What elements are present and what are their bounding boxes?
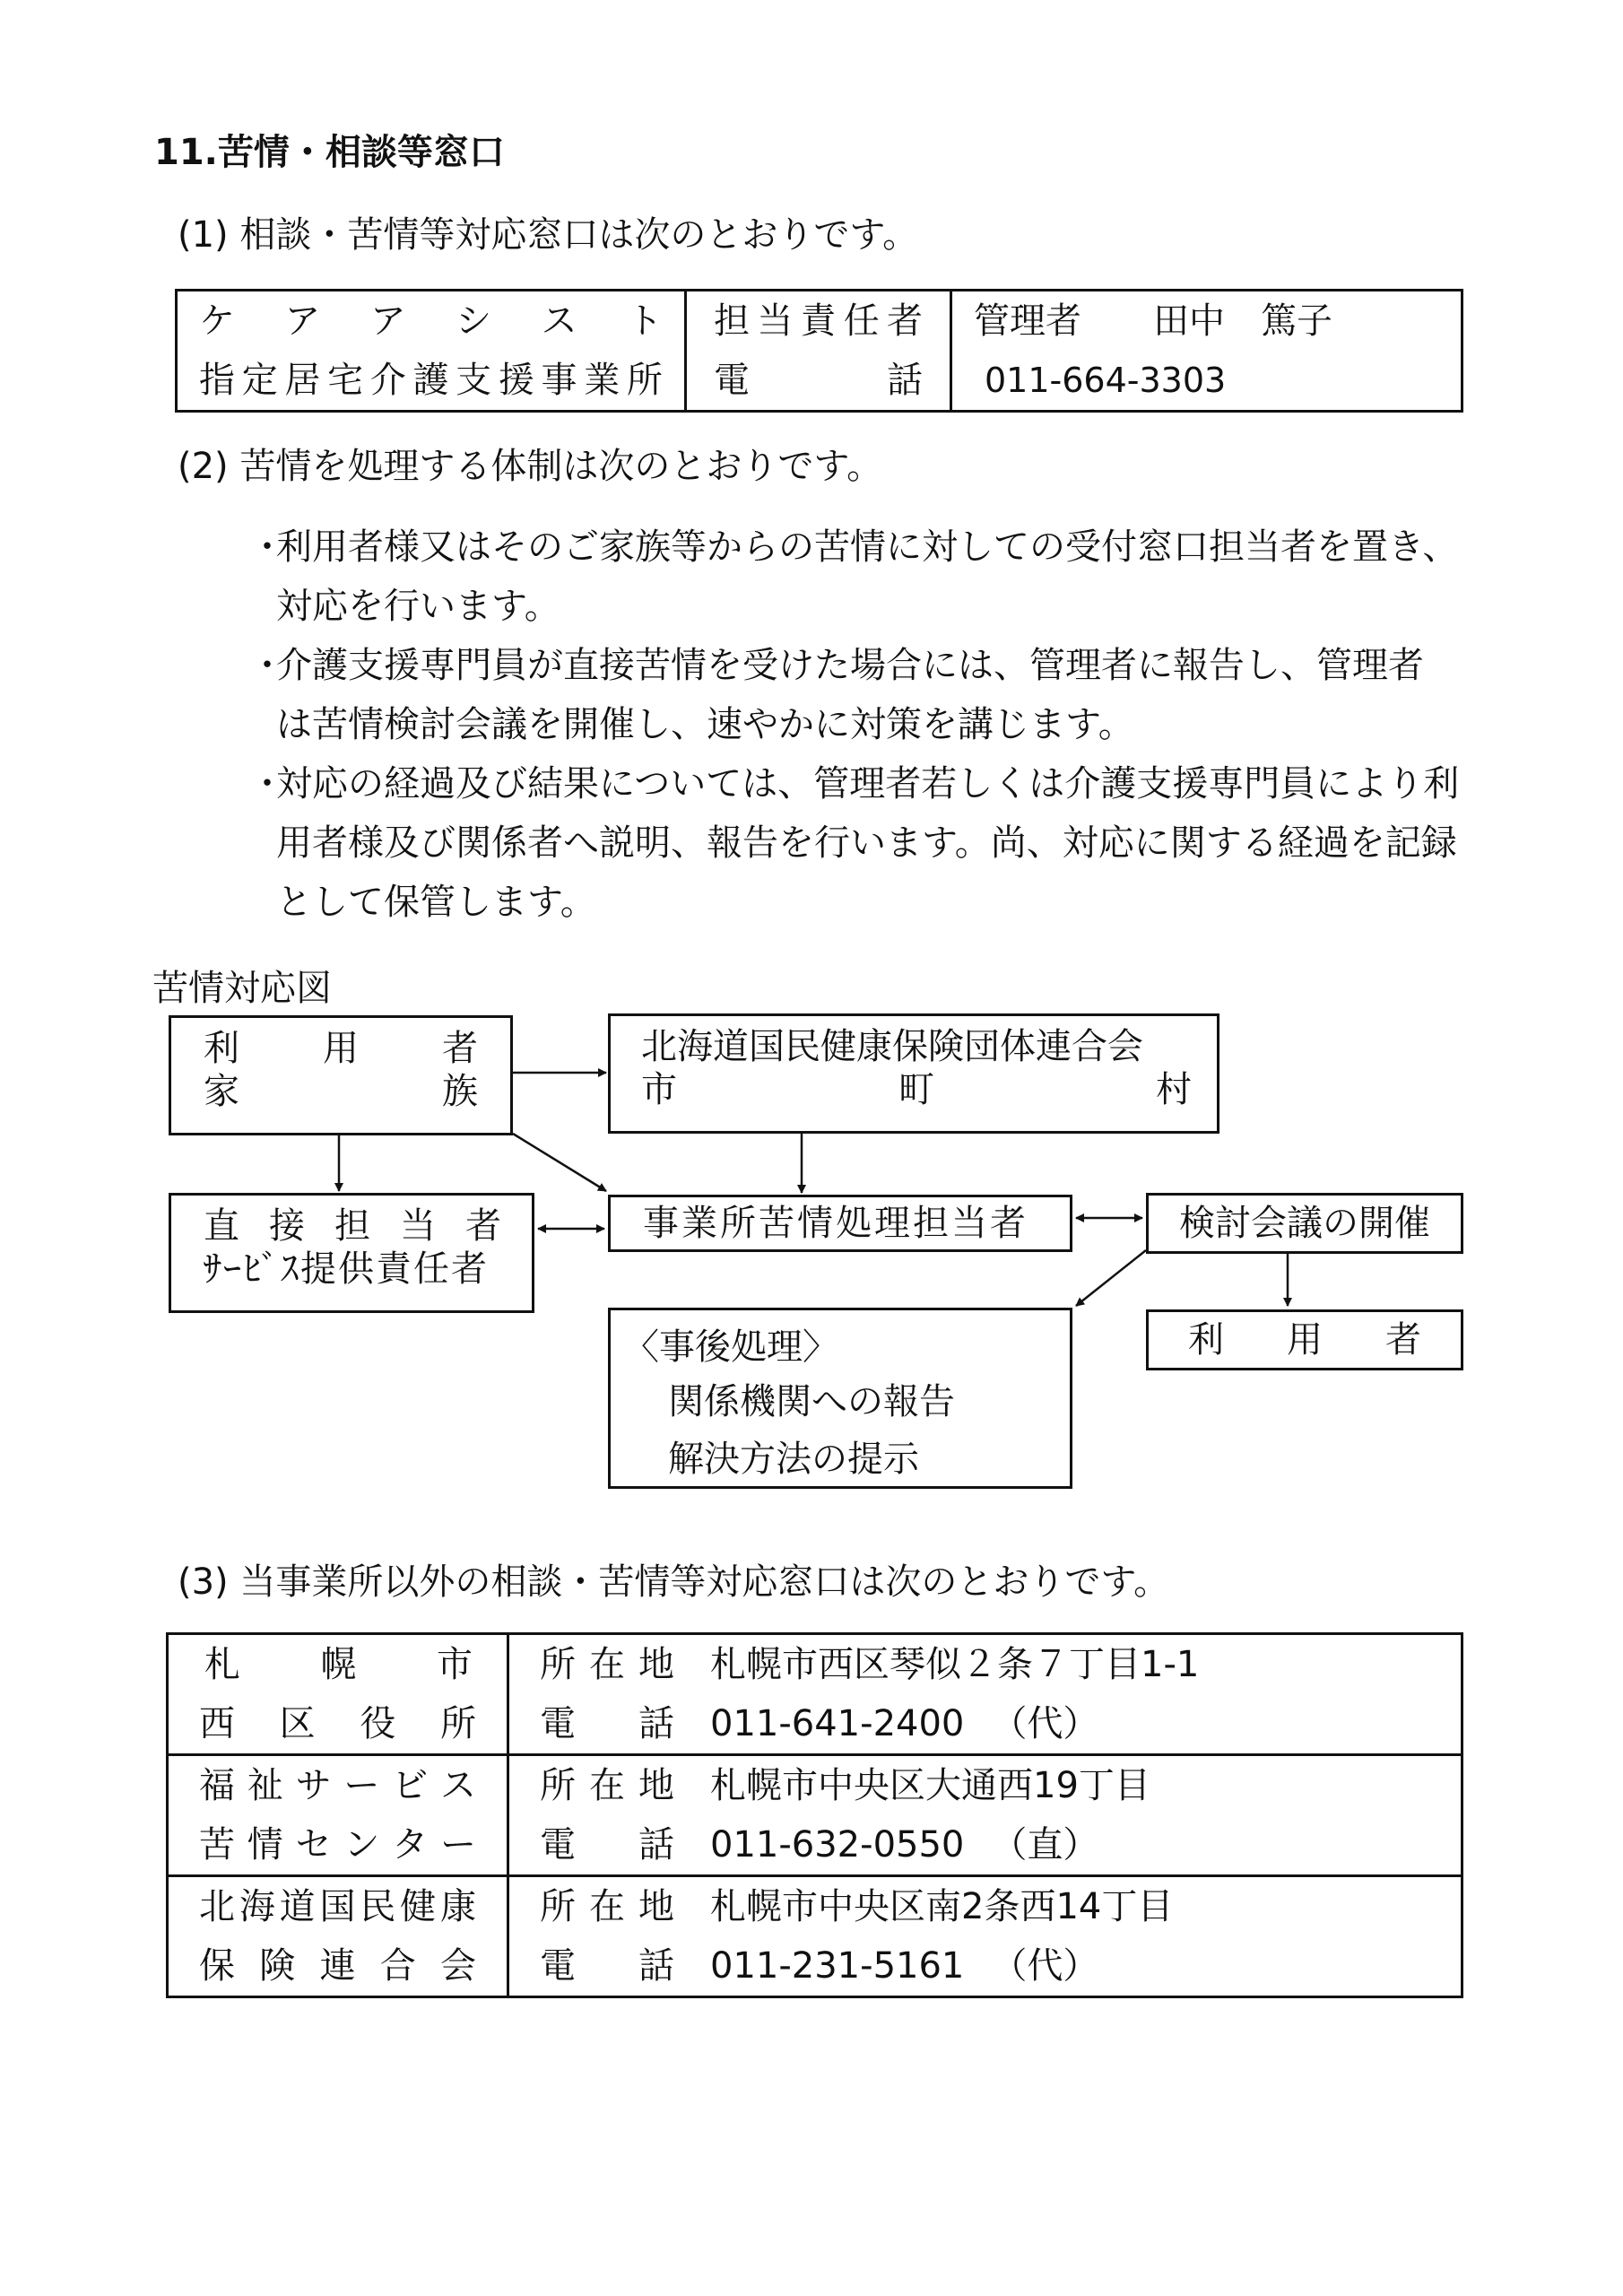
char: 民 <box>360 1886 396 1927</box>
char: ー <box>343 1765 380 1806</box>
info-cell <box>508 1876 1462 1997</box>
char: 話 <box>887 360 923 401</box>
char: 所 <box>626 360 663 401</box>
bullet-mark: ・ <box>249 526 285 568</box>
char: 当 <box>757 300 794 342</box>
bullet-mark: ・ <box>249 763 285 804</box>
char: 家 <box>204 1071 239 1112</box>
phone-note: （代） <box>991 1703 1099 1744</box>
char: 利 <box>1188 1319 1224 1361</box>
federation-name: 北海道国民健康保険団体連合会 <box>641 1026 1143 1067</box>
org-name-line1 <box>199 1756 476 1815</box>
table-row <box>168 1876 1462 1997</box>
char: 援 <box>498 360 534 401</box>
char: ケ <box>199 300 235 342</box>
char: 介 <box>369 360 406 401</box>
char: 担 <box>714 300 750 342</box>
char: 国 <box>319 1886 356 1927</box>
phone-label <box>540 1815 674 1874</box>
service-manager-line: ｻｰﾋﾞｽ提供責任者 <box>204 1248 489 1290</box>
char: 宅 <box>327 360 364 401</box>
org-name-line2 <box>199 1936 476 1996</box>
char: 者 <box>1385 1319 1421 1361</box>
char: 電 <box>540 1824 576 1866</box>
char: 札 <box>204 1644 240 1685</box>
bullet-mark: ・ <box>249 645 285 686</box>
char: 在 <box>589 1644 625 1685</box>
char: ン <box>343 1824 380 1866</box>
address-line <box>540 1635 1461 1694</box>
bullet-line: 用者様及び関係者へ説明、報告を行います。尚、対応に関する経過を記録 <box>276 822 1457 864</box>
char: 合 <box>379 1945 416 1987</box>
location-label <box>540 1756 674 1815</box>
char: シ <box>456 300 492 342</box>
arrow-user-to-handler <box>513 1134 606 1191</box>
sub1-heading: (1) 相談・苦情等対応窓口は次のとおりです。 <box>178 214 919 256</box>
location-label <box>540 1877 674 1936</box>
phone-line <box>540 1815 1461 1874</box>
char: ス <box>439 1765 476 1806</box>
org-name-line1 <box>199 1635 476 1694</box>
char: 責 <box>800 300 837 342</box>
char: 幌 <box>320 1644 357 1685</box>
char: 保 <box>199 1945 235 1987</box>
char: 電 <box>540 1945 576 1987</box>
char: 険 <box>259 1945 296 1987</box>
address-line <box>540 1756 1461 1815</box>
char: 指 <box>199 360 235 401</box>
phone-number: 011-641-2400 <box>710 1703 965 1744</box>
char: 地 <box>638 1765 674 1806</box>
char: 役 <box>360 1703 396 1744</box>
char: 所 <box>439 1703 476 1744</box>
char: 地 <box>638 1886 674 1927</box>
char: 連 <box>319 1945 356 1987</box>
char: 定 <box>241 360 278 401</box>
manager-name: 田中 篤子 <box>1153 300 1332 342</box>
address-line <box>540 1877 1461 1936</box>
char: 利 <box>204 1028 239 1069</box>
bullet-line: は苦情検討会議を開催し、速やかに対策を講じます。 <box>276 704 1134 745</box>
char: 所 <box>540 1765 576 1806</box>
char: ー <box>439 1824 476 1866</box>
char: 会 <box>440 1945 476 1987</box>
char: 市 <box>641 1069 677 1110</box>
char: 直 <box>204 1205 239 1247</box>
org-name-line2 <box>199 1694 476 1753</box>
bullet-line: 利用者様又はそのご家族等からの苦情に対しての受付窓口担当者を置き、 <box>276 526 1459 568</box>
char: 電 <box>714 360 750 401</box>
char: 町 <box>898 1069 934 1110</box>
bullet-line: 対応を行います。 <box>276 586 560 627</box>
char: 福 <box>199 1765 235 1806</box>
char: ト <box>626 300 663 342</box>
phone-label <box>540 1694 674 1753</box>
location-label <box>540 1635 674 1694</box>
char: 接 <box>269 1205 305 1247</box>
bullet-line: 介護支援専門員が直接苦情を受けた場合には、管理者に報告し、管理者 <box>276 645 1424 686</box>
bullet-line: として保管します。 <box>276 882 596 923</box>
char: 者 <box>465 1205 501 1247</box>
char: 康 <box>439 1886 476 1927</box>
sub3-heading: (3) 当事業所以外の相談・苦情等対応窓口は次のとおりです。 <box>178 1561 1170 1603</box>
handler-label: 事業所苦情処理担当者 <box>643 1203 1028 1244</box>
phone-line <box>540 1936 1461 1996</box>
char: 市 <box>437 1644 473 1685</box>
char: 苦 <box>199 1824 235 1866</box>
char: 任 <box>843 300 880 342</box>
char: 事 <box>541 360 577 401</box>
char: タ <box>392 1824 429 1866</box>
char: セ <box>295 1824 332 1866</box>
char: 在 <box>589 1765 625 1806</box>
char: 話 <box>638 1945 674 1987</box>
char: 村 <box>1156 1069 1192 1110</box>
org-cell <box>168 1634 508 1755</box>
char: 所 <box>540 1886 576 1927</box>
char: 話 <box>638 1703 674 1744</box>
info-cell <box>508 1634 1462 1755</box>
char: 所 <box>540 1644 576 1685</box>
section-title: 11.苦情・相談等窓口 <box>154 132 505 173</box>
char: 護 <box>412 360 449 401</box>
manager-title: 管理者 <box>974 300 1081 342</box>
char: サ <box>295 1765 332 1806</box>
arrow-meeting-to-followup <box>1076 1250 1146 1306</box>
office-phone: 011-664-3303 <box>985 361 1227 400</box>
followup-item: 関係機関への報告 <box>668 1381 955 1422</box>
org-name-line2 <box>199 1815 476 1874</box>
phone-line <box>540 1694 1461 1753</box>
char: 健 <box>400 1886 437 1927</box>
char: 電 <box>540 1703 576 1744</box>
phone-note: （直） <box>991 1824 1099 1866</box>
char: ス <box>541 300 577 342</box>
table-row <box>168 1634 1462 1755</box>
char: 北 <box>199 1886 235 1927</box>
char: 業 <box>584 360 621 401</box>
phone-number: 011-231-5161 <box>710 1945 965 1987</box>
char: 族 <box>442 1071 478 1112</box>
char: ア <box>284 300 321 342</box>
org-name-line1 <box>199 1877 476 1936</box>
char: ア <box>369 300 406 342</box>
sub2-heading: (2) 苦情を処理する体制は次のとおりです。 <box>178 446 883 487</box>
table-row <box>168 1755 1462 1876</box>
info-cell <box>508 1755 1462 1876</box>
phone-note: （代） <box>991 1945 1099 1987</box>
char: 道 <box>279 1886 316 1927</box>
followup-item: 解決方法の提示 <box>668 1439 919 1480</box>
bullet-line: 対応の経過及び結果については、管理者若しくは介護支援専門員により利 <box>276 763 1460 804</box>
char: 話 <box>638 1824 674 1866</box>
char: 在 <box>589 1886 625 1927</box>
followup-title: 〈事後処理〉 <box>623 1326 838 1368</box>
meeting-label: 検討会議の開催 <box>1179 1203 1430 1244</box>
phone-label <box>540 1936 674 1996</box>
diagram-title: 苦情対応図 <box>152 968 332 1009</box>
org-cell <box>168 1876 508 1997</box>
address: 札幌市中央区大通西19丁目 <box>710 1765 1150 1806</box>
char: 者 <box>442 1028 478 1069</box>
char: 用 <box>1287 1319 1323 1361</box>
char: 情 <box>247 1824 283 1866</box>
char: ビ <box>392 1765 429 1806</box>
char: 用 <box>323 1028 359 1069</box>
char: 区 <box>279 1703 316 1744</box>
char: 居 <box>284 360 321 401</box>
phone-number: 011-632-0550 <box>710 1824 965 1866</box>
char: 海 <box>239 1886 275 1927</box>
char: 祉 <box>247 1765 283 1806</box>
char: 支 <box>456 360 492 401</box>
char: 当 <box>400 1205 436 1247</box>
address: 札幌市中央区南2条西14丁目 <box>710 1886 1174 1927</box>
char: 者 <box>887 300 923 342</box>
external-contacts-table <box>166 1632 1463 1998</box>
address: 札幌市西区琴似２条７丁目1-1 <box>710 1644 1200 1685</box>
char: 地 <box>638 1644 674 1685</box>
char: 担 <box>334 1205 370 1247</box>
char: 西 <box>199 1703 235 1744</box>
org-cell <box>168 1755 508 1876</box>
